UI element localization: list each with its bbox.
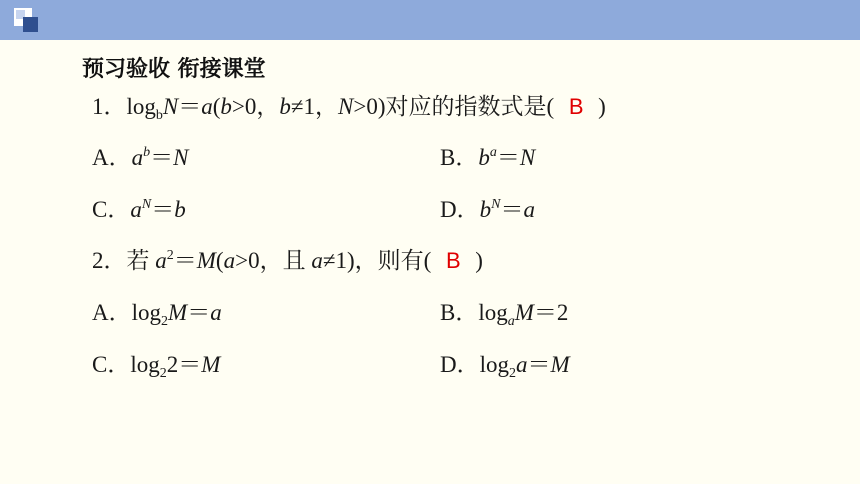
option-expr: $a^N=b$ [130, 197, 186, 222]
q1-option-d [440, 195, 535, 225]
question-2-math: $a^2=M(a>0$，且 a≠1) [155, 248, 355, 273]
question-2 [92, 246, 483, 276]
q2-option-a [92, 298, 222, 328]
q2-option-c [92, 350, 220, 380]
option-label: C． [92, 197, 131, 222]
squares-logo-icon [14, 8, 40, 34]
option-label: B． [440, 300, 479, 325]
question-2-answer: B [445, 248, 461, 273]
question-2-number: 2． [92, 248, 127, 273]
question-1-close: ) [598, 94, 606, 119]
q1-option-b [440, 143, 535, 173]
question-1-text: 对应的指数式是( [385, 94, 555, 119]
option-label: B． [440, 145, 479, 170]
q1-option-c [92, 195, 186, 225]
option-expr: $a^b=N$ [131, 145, 189, 170]
option-label: C． [92, 352, 131, 377]
option-expr: $\log_22=M$ [130, 352, 221, 381]
option-label: D． [440, 197, 480, 222]
question-2-close: ) [475, 248, 483, 273]
option-label: D． [440, 352, 480, 377]
section-title: 预习验收 衔接课堂 [82, 57, 266, 82]
question-1 [92, 92, 606, 122]
question-1-math: $\log_bN=a(b>0$，b≠1，N>0) [126, 94, 386, 123]
q1-option-a [92, 143, 188, 173]
question-2-prefix: 若 [126, 248, 156, 273]
q2-option-d [440, 350, 570, 380]
option-label: A． [92, 145, 132, 170]
option-expr: $b^N=a$ [479, 197, 535, 222]
question-2-text: ，则有( [354, 248, 432, 273]
option-expr: $\log_2a=M$ [479, 352, 570, 381]
option-expr: $b^a=N$ [478, 145, 536, 170]
header-bar [0, 0, 860, 40]
q2-option-b [440, 298, 568, 328]
question-1-number: 1． [92, 94, 127, 119]
question-1-answer: B [568, 94, 584, 119]
option-expr: $\log_aM=2$ [478, 300, 569, 329]
option-label: A． [92, 300, 132, 325]
option-expr: $\log_2M=a$ [131, 300, 222, 329]
